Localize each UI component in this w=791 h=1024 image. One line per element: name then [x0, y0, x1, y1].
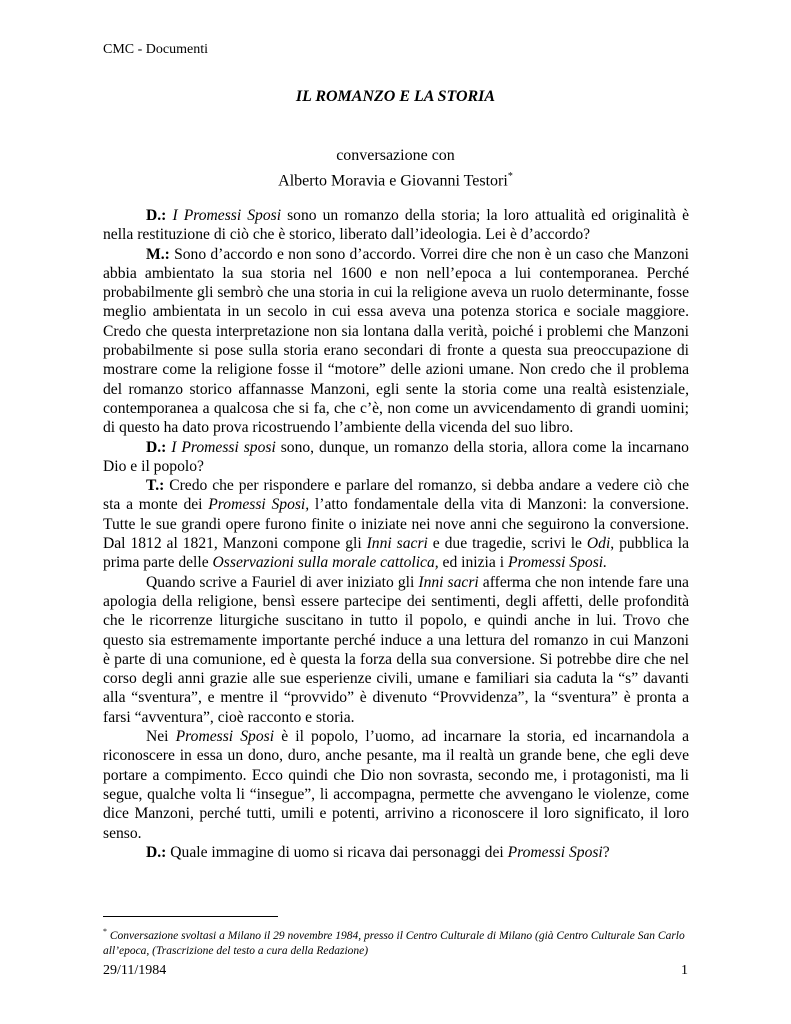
footnote-marker: * [103, 927, 107, 936]
subtitle-line-2 [0, 166, 791, 191]
book-title: I Promessi Sposi [172, 207, 282, 224]
speaker-label: M.: [146, 245, 170, 263]
speaker-label: T.: [146, 477, 165, 495]
paragraph-text: ed inizia i [438, 554, 508, 572]
paragraph-text: sono un romanzo della storia; la loro attualità ed originalità è nella restituzione di ciò che è storico, liberato dall’ideologia. Lei è d’accordo? [103, 207, 689, 244]
paragraph-text: Quando scrive a Fauriel di aver iniziato gli [146, 573, 419, 591]
paragraph-answer-testori-1 [103, 476, 689, 572]
paragraph-text: Credo che per rispondere e parlare del romanzo, si debba andare a vedere ciò che sta a monte dei [103, 477, 689, 514]
book-title: I Promessi sposi [171, 438, 276, 456]
speaker-label: D.: [146, 438, 167, 456]
speaker-label: D.: [146, 207, 167, 224]
footnote-divider [103, 916, 278, 917]
footnote-mark: * [507, 171, 513, 182]
paragraph-text: e due tragedie, scrivi le [427, 535, 587, 553]
book-title: Promessi Sposi [175, 728, 275, 746]
footnote-text: Conversazione svoltasi a Milano il 29 novembre 1984, presso il Centro Culturale di Milano (già Centro Culturale San Carlo all’epoca, (Trascrizione del testo a cura della Redazione) [103, 929, 685, 957]
paragraph-answer-testori-2 [103, 573, 689, 727]
paragraph-text: afferma che non intende fare una apologia della religione, bensì essere partecipe dei sentimenti, degli affetti, delle profondità che le ricorrenze liturgiche suscitano in tutto il popolo, e quindi anche in lui. Trovo che questo sia estremamente importante perché induce a una lettura del romanzo in cui Manzoni è parte di una comunione, ed è questa la forza della sua conversione. Si potrebbe dire che nel corso degli anni grazie alle sue esperienze civili, umane e familiari sia caduta la “s” davanti alla “sventura”, e mentre il “provvido” è divenuto “Provvidenza”, la “sventura” è pronta a farsi “avventura”, cioè racconto e storia. [103, 573, 689, 726]
footnote [103, 924, 689, 959]
paragraph-answer-moravia [103, 245, 689, 438]
document-header: CMC - Documenti [103, 42, 208, 57]
footer-date: 29/11/1984 [103, 963, 167, 978]
speaker-label: D.: [146, 843, 167, 861]
work-title: Inni sacri [418, 573, 479, 591]
paragraph-question-1 [103, 206, 689, 245]
paragraph-answer-testori-3 [103, 727, 689, 843]
work-title: Odi [586, 535, 611, 553]
paragraph-question-3 [103, 843, 689, 862]
book-title: Promessi Sposi [507, 843, 603, 861]
book-title: Promessi Sposi. [507, 554, 607, 572]
work-title: Inni sacri [366, 535, 428, 553]
document-subtitle [0, 145, 791, 191]
paragraph-text: Quale immagine di uomo si ricava dai personaggi dei [166, 843, 508, 861]
document-body [103, 206, 689, 862]
paragraph-text: sono, dunque, un romanzo della storia, allora come la incarnano Dio e il popolo? [103, 438, 689, 475]
page-number: 1 [681, 963, 688, 978]
interviewees: Alberto Moravia e Giovanni Testori [278, 172, 508, 190]
paragraph-text: Sono d’accordo e non sono d’accordo. Vorrei dire che non è un caso che Manzoni abbia ambientato la sua storia nel 1600 e non nell’epoca a lui contemporanea. Perché probabilmente gli sembrò che una storia in cui la religione aveva un ruolo determinante, fosse meglio ambientata in un secolo in cui essa aveva una potenza storica e sociale maggiore. Credo che questa interpretazione non sia lontana dalla verità, poiché i problemi che Manzoni probabilmente si pose sulla storia erano secondari di fronte a questa sua preoccupazione di mostrare come la religione fosse il “motore” delle azioni umane. Non credo che il problema del romanzo storico affannasse Manzoni, egli sente la storia come una realtà esistenziale, contemporanea a qualcosa che si fa, che c’è, non come un avvicendamento di grandi uomini; di questo ha dato prova ricostruendo l’ambiente della vicenda del suo libro. [103, 245, 689, 437]
book-title: Promessi Sposi, [208, 496, 310, 514]
paragraph-text: Nei [146, 728, 176, 746]
paragraph-question-2 [103, 438, 689, 477]
paragraph-text: l’atto fondamentale della vita di Manzoni: la conversione. Tutte le sue grandi opere furono finite o iniziate nei nove anni che seguirono la conversione. Dal 1812 al 1821, Manzoni compone gli [103, 496, 689, 553]
paragraph-text: ? [602, 843, 610, 861]
paragraph-text: , pubblica la prima parte delle [103, 535, 689, 572]
paragraph-text: è il popolo, l’uomo, ad incarnare la storia, ed incarnandola a riconoscere in essa un dono, duro, anche pesante, ma il realtà un grande bene, che egli deve portare a compimento. Ecco quindi che Dio non sovrasta, secondo me, i protagonisti, ma li segue, qualche volta li “insegue”, li accompagna, permette che avvengano le violenze, come dice Manzoni, perché tutti, umili e potenti, arrivino a riconoscere il loro significato, il loro senso. [103, 728, 689, 842]
document-title: IL ROMANZO E LA STORIA [295, 88, 496, 105]
work-title: Osservazioni sulla morale cattolica, [212, 554, 439, 572]
subtitle-line-1: conversazione con [336, 147, 455, 164]
